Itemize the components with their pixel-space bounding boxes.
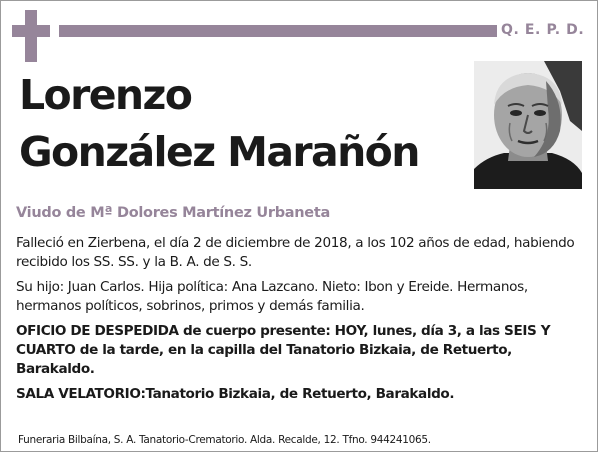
obituary-body xyxy=(16,234,591,410)
wake-info: SALA VELATORIO:Tanatorio Bizkaia, de Retuerto, Barakaldo. xyxy=(16,386,455,402)
portrait-photo xyxy=(474,61,582,189)
family-list: Su hijo: Juan Carlos. Hija política: Ana Lazcano. Nieto: Ibon y Ereide. Hermanos, hermanos políticos, sobrinos, primos y demás familia. xyxy=(16,279,528,314)
cross-icon xyxy=(12,10,50,62)
first-name: Lorenzo xyxy=(19,71,192,119)
qepd-label: Q. E. P. D. xyxy=(501,22,585,38)
surnames: González Marañón xyxy=(19,128,419,176)
service-info: OFICIO DE DESPEDIDA de cuerpo presente: HOY, lunes, día 3, a las SEIS Y CUARTO de la tarde, en la capilla del Tanatorio Bizkaia, de Retuerto, Barakaldo. xyxy=(16,323,551,377)
deceased-name xyxy=(19,67,469,181)
widower-of: Viudo de Mª Dolores Martínez Urbaneta xyxy=(16,205,330,221)
header-bar xyxy=(59,25,497,37)
funeral-home-footer: Funeraria Bilbaína, S. A. Tanatorio-Crematorio. Alda. Recalde, 12. Tfno. 944241065. xyxy=(18,434,431,446)
death-notice: Falleció en Zierbena, el día 2 de diciembre de 2018, a los 102 años de edad, habiendo recibido los SS. SS. y la B. A. de S. S. xyxy=(16,235,575,270)
